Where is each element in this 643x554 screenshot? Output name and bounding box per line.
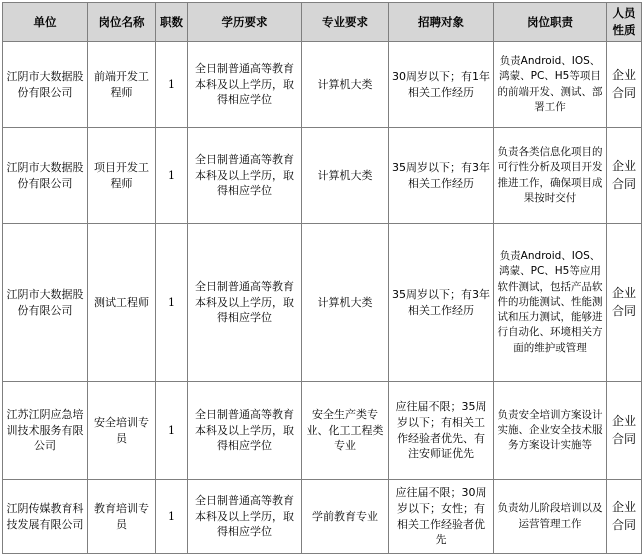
cell-position: 教育培训专员	[88, 480, 156, 554]
cell-unit: 江苏江阴应急培训技术服务有限公司	[3, 382, 88, 480]
cell-duty: 负责安全培训方案设计实施、企业安全技术服务方案设计实施等	[494, 382, 607, 480]
cell-count: 1	[156, 224, 188, 382]
cell-education: 全日制普通高等教育本科及以上学历，取得相应学位	[188, 382, 302, 480]
cell-position: 安全培训专员	[88, 382, 156, 480]
cell-count: 1	[156, 480, 188, 554]
table-row	[3, 382, 642, 480]
header-nature: 人员性质	[607, 3, 642, 42]
cell-target: 30周岁以下；有1年相关工作经历	[389, 42, 494, 128]
table-row	[3, 128, 642, 224]
header-education: 学历要求	[188, 3, 302, 42]
cell-duty: 负责幼儿阶段培训以及运营管理工作	[494, 480, 607, 554]
cell-duty: 负责Android、IOS、鸿蒙、PC、H5等应用软件测试，包括产品软件的功能测试、性能测试和压力测试，能够进行自动化、环境相关方面的维护或管理	[494, 224, 607, 382]
cell-count: 1	[156, 128, 188, 224]
cell-position: 前端开发工程师	[88, 42, 156, 128]
cell-nature: 企业合同	[607, 382, 642, 480]
cell-major: 计算机大类	[302, 128, 389, 224]
header-unit: 单位	[3, 3, 88, 42]
cell-nature: 企业合同	[607, 224, 642, 382]
header-count: 职数	[156, 3, 188, 42]
cell-unit: 江阴市大数据股份有限公司	[3, 224, 88, 382]
cell-major: 学前教育专业	[302, 480, 389, 554]
cell-count: 1	[156, 382, 188, 480]
cell-target: 35周岁以下；有3年相关工作经历	[389, 224, 494, 382]
cell-position: 项目开发工程师	[88, 128, 156, 224]
cell-nature: 企业合同	[607, 480, 642, 554]
cell-target: 应往届不限；30周岁以下；女性；有相关工作经验者优先	[389, 480, 494, 554]
header-position: 岗位名称	[88, 3, 156, 42]
cell-unit: 江阴传媒教育科技发展有限公司	[3, 480, 88, 554]
cell-major: 计算机大类	[302, 42, 389, 128]
header-target: 招聘对象	[389, 3, 494, 42]
cell-count: 1	[156, 42, 188, 128]
cell-target: 应往届不限；35周岁以下；有相关工作经验者优先、有注安师证优先	[389, 382, 494, 480]
cell-duty: 负责Android、IOS、鸿蒙、PC、H5等项目的前端开发、测试、部署工作	[494, 42, 607, 128]
recruitment-table	[2, 2, 642, 554]
cell-target: 35周岁以下；有3年相关工作经历	[389, 128, 494, 224]
cell-duty: 负责各类信息化项目的可行性分析及项目开发推进工作，确保项目成果按时交付	[494, 128, 607, 224]
header-row	[3, 3, 642, 42]
cell-education: 全日制普通高等教育本科及以上学历，取得相应学位	[188, 42, 302, 128]
cell-position: 测试工程师	[88, 224, 156, 382]
cell-education: 全日制普通高等教育本科及以上学历，取得相应学位	[188, 480, 302, 554]
table-row	[3, 480, 642, 554]
header-major: 专业要求	[302, 3, 389, 42]
cell-unit: 江阴市大数据股份有限公司	[3, 128, 88, 224]
table-row	[3, 224, 642, 382]
cell-education: 全日制普通高等教育本科及以上学历，取得相应学位	[188, 128, 302, 224]
cell-major: 安全生产类专业、化工工程类专业	[302, 382, 389, 480]
cell-education: 全日制普通高等教育本科及以上学历，取得相应学位	[188, 224, 302, 382]
cell-nature: 企业合同	[607, 42, 642, 128]
cell-major: 计算机大类	[302, 224, 389, 382]
cell-unit: 江阴市大数据股份有限公司	[3, 42, 88, 128]
cell-nature: 企业合同	[607, 128, 642, 224]
table-row	[3, 42, 642, 128]
header-duty: 岗位职责	[494, 3, 607, 42]
